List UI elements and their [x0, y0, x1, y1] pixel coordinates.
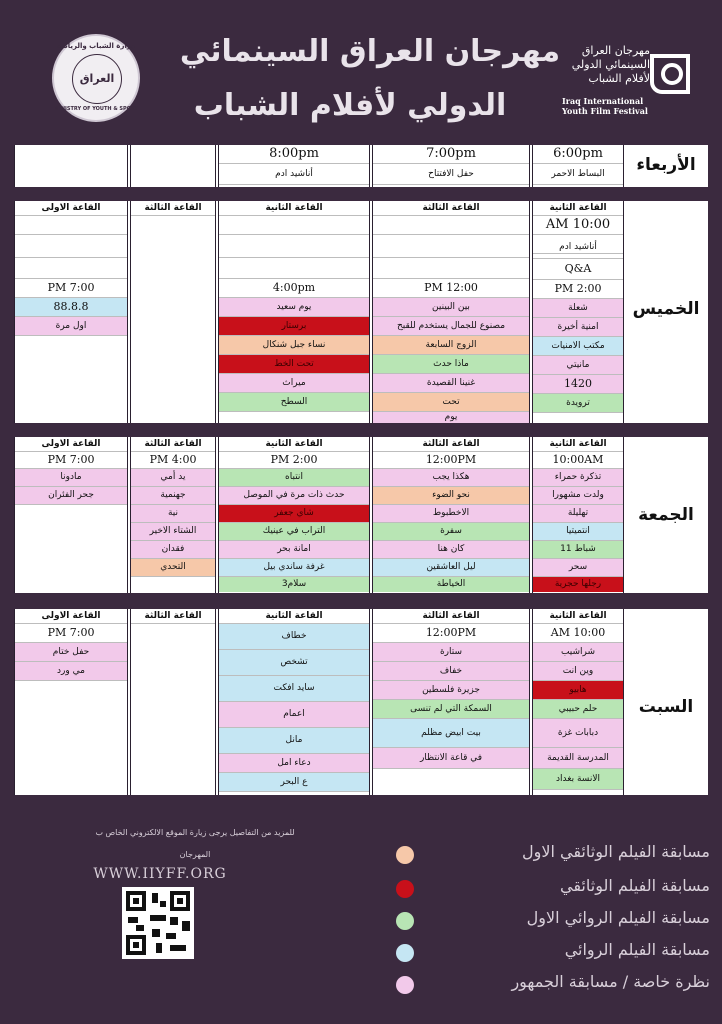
thu-c1-row: أناشيد ادم	[533, 236, 623, 259]
legend-dot	[396, 880, 414, 898]
fri-c2-row: كان هنا	[373, 541, 529, 559]
thu-c3-row: ميراث	[219, 374, 369, 393]
sat-c2-row: السمكة التي لم تنسى	[373, 700, 529, 719]
fri-c2-row: ليل العاشقين	[373, 559, 529, 577]
legend-label: مسابقة الفيلم الروائي الاول	[526, 908, 710, 927]
thu-c2-row	[373, 235, 529, 258]
thu-c2-row: تحت	[373, 393, 529, 412]
fri-c3-row: حدث ذات مرة في الموصل	[219, 487, 369, 505]
sat-c2-time: 12:00PM	[373, 624, 529, 643]
thu-c5-row	[15, 258, 127, 279]
fri-c4-row: التحدي	[131, 559, 215, 577]
thu-c3-row: السطح	[219, 393, 369, 412]
website-link[interactable]: WWW.IIYFF.ORG	[93, 866, 227, 882]
thu-c2-row: غنينا القصيدة	[373, 374, 529, 393]
thu-c5-header: القاعة الاولى	[15, 201, 127, 216]
thu-col-4	[130, 201, 216, 423]
thu-c1-row: 1420	[533, 375, 623, 394]
thu-c2-row: الزوج السابعة	[373, 336, 529, 355]
wed-time-3: 8:00pm	[219, 145, 369, 164]
wed-event-2: حفل الافتتاح	[373, 164, 529, 185]
fri-c4-row: فقدان	[131, 541, 215, 559]
qr-code	[122, 887, 194, 959]
fri-c3-row: امانة بحر	[219, 541, 369, 559]
legend-item-feature	[380, 940, 710, 970]
thu-c1-row: شعلة	[533, 299, 623, 318]
thu-c1-row: ترويدة	[533, 394, 623, 413]
header	[0, 0, 722, 140]
wed-col-5	[14, 145, 128, 187]
fri-col-2	[372, 437, 530, 593]
fri-c2-time: 12:00PM	[373, 452, 529, 469]
sat-c1-time: 10:00 AM	[533, 624, 623, 643]
sat-col-4	[130, 609, 216, 795]
sat-c1-row: المدرسة القديمة	[533, 748, 623, 769]
fri-c1-row: ولدت مشهورا	[533, 487, 623, 505]
thu-c3-row	[219, 216, 369, 235]
fri-c2-row: هكذا يجب	[373, 469, 529, 487]
thu-col-1	[532, 201, 624, 423]
sat-c5-row: حفل ختام	[15, 643, 127, 662]
thu-c2-row: مصنوع للجمال يستخدم للقبح	[373, 317, 529, 336]
thu-c5-row: اول مرة	[15, 317, 127, 336]
festival-logo-english: Iraq International Youth Film Festival	[562, 96, 648, 116]
fri-c4-time: 4:00 PM	[131, 452, 215, 469]
more-info-text: للمزيد من التفاصيل يرجى زيارة الموقع الالكتروني الخاص ب	[95, 828, 295, 837]
thu-c3-row: برستار	[219, 317, 369, 336]
sat-c1-row: الانسة بغداد	[533, 769, 623, 790]
wed-event-1: البساط الاحمر	[533, 164, 623, 185]
thu-c1-row: مانيتي	[533, 356, 623, 375]
thu-c3-time: 4:00pm	[219, 279, 369, 298]
fri-c5-row: جحر الفئران	[15, 487, 127, 505]
thu-c3-row	[219, 235, 369, 258]
legend-item-documentary	[380, 876, 710, 906]
sat-c5-header: القاعة الاولى	[15, 609, 127, 624]
legend-item-special-view	[380, 972, 710, 1002]
thu-c2-row: بين البينين	[373, 298, 529, 317]
fri-c1-row: تهليلة	[533, 505, 623, 523]
sat-c2-row: خفاف	[373, 662, 529, 681]
sat-c3-row: تشخص	[219, 650, 369, 676]
more-info-text-2: المهرجان	[179, 850, 211, 859]
fri-c5-header: القاعة الاولى	[15, 437, 127, 452]
sat-col-1	[532, 609, 624, 795]
sat-c1-row: دبابات غزة	[533, 719, 623, 748]
fri-c3-row: غرفة ساندي بيل	[219, 559, 369, 577]
thu-c3-row	[219, 258, 369, 279]
sat-c3-row: خطاف	[219, 624, 369, 650]
wed-time-2: 7:00pm	[373, 145, 529, 164]
day-friday	[14, 437, 708, 593]
wed-col-3	[218, 145, 370, 187]
fri-c1-header: القاعة الثانية	[533, 437, 623, 452]
fri-c1-row: شباط 11	[533, 541, 623, 559]
fri-col-3	[218, 437, 370, 593]
thu-c1-header: القاعة الثانية	[533, 201, 623, 216]
fri-col-4	[130, 437, 216, 593]
thu-c2-row	[373, 258, 529, 279]
legend-item-first-feature	[380, 908, 710, 938]
sat-c2-row: بيت ابيض مظلم	[373, 719, 529, 748]
thu-c3-row: تحت الخط	[219, 355, 369, 374]
day-label-saturday: السبت	[638, 697, 694, 717]
sat-col-3	[218, 609, 370, 795]
fri-c4-row: جهنمية	[131, 487, 215, 505]
fri-c5-row: مادونا	[15, 469, 127, 487]
thu-c5-row: 88.8.8	[15, 298, 127, 317]
fri-c4-row: الشتاء الاخير	[131, 523, 215, 541]
wed-col-4	[130, 145, 216, 187]
day-thursday	[14, 201, 708, 423]
fri-c2-row: سفرة	[373, 523, 529, 541]
fri-c4-header: القاعة الثالثة	[131, 437, 215, 452]
fri-c1-row: رجلها حجرية	[533, 577, 623, 592]
sat-c5-row: مي ورد	[15, 662, 127, 681]
thu-c1-row: مكتب الامنيات	[533, 337, 623, 356]
thu-c5-row	[15, 216, 127, 235]
fri-c3-header: القاعة الثانية	[219, 437, 369, 452]
thu-c5-time: 7:00 PM	[15, 279, 127, 298]
festival-logo	[562, 38, 692, 128]
ministry-seal	[52, 34, 140, 122]
fri-c3-row: شاي جعفر	[219, 505, 369, 523]
fri-c2-row: نحو الضوء	[373, 487, 529, 505]
sat-c2-row: ستارة	[373, 643, 529, 662]
sat-col-5	[14, 609, 128, 795]
thu-col-5	[14, 201, 128, 423]
sat-c2-row: جزيرة فلسطين	[373, 681, 529, 700]
thu-c2-time: 12:00 PM	[373, 279, 529, 298]
festival-title-line1: مهرجان العراق السينمائي	[179, 34, 561, 69]
legend-dot	[396, 944, 414, 962]
sat-c2-row: في قاعة الانتظار	[373, 748, 529, 769]
fri-c3-row: التراب في عينيك	[219, 523, 369, 541]
fri-c4-row: نية	[131, 505, 215, 523]
fri-c1-row: انتميتيا	[533, 523, 623, 541]
sat-c1-row: وين انت	[533, 662, 623, 681]
festival-logo-icon	[648, 52, 692, 96]
wed-col-2	[372, 145, 530, 187]
sat-c4-header: القاعة الثالثة	[131, 609, 215, 624]
sat-c3-row: ع البحر	[219, 773, 369, 792]
fri-col-5	[14, 437, 128, 593]
legend-item-first-documentary	[380, 842, 710, 872]
sat-c2-header: القاعة الثالثة	[373, 609, 529, 624]
sat-c3-row: مانل	[219, 728, 369, 754]
thu-c3-row: يوم سعيد	[219, 298, 369, 317]
fri-c3-row: سلام3	[219, 577, 369, 592]
fri-c2-row: الخياطة	[373, 577, 529, 592]
legend-label: مسابقة الفيلم الروائي	[564, 940, 710, 959]
thu-c2-header: القاعة الثالثة	[373, 201, 529, 216]
fri-c3-row: انتباه	[219, 469, 369, 487]
ministry-seal-top: وزارة الشباب والرياضة	[56, 42, 136, 50]
wed-col-1	[532, 145, 624, 187]
legend-label: مسابقة الفيلم الوثائقي الاول	[521, 842, 710, 861]
legend-dot	[396, 912, 414, 930]
thu-c2-row: يوم	[373, 412, 529, 423]
fri-c3-time: 2:00 PM	[219, 452, 369, 469]
day-label-friday: الجمعة	[638, 505, 694, 525]
fri-c2-header: القاعة الثالثة	[373, 437, 529, 452]
fri-c1-row: تذكرة حمراء	[533, 469, 623, 487]
thu-c4-header: القاعة الثالثة	[131, 201, 215, 216]
wed-event-3: أناشيد ادم	[219, 164, 369, 185]
sat-c1-header: القاعة الثانية	[533, 609, 623, 624]
thu-c3-row: نساء جبل شنكال	[219, 336, 369, 355]
thu-col-3	[218, 201, 370, 423]
sat-c1-row: هابيو	[533, 681, 623, 700]
legend-label: مسابقة الفيلم الوثائقي	[560, 876, 710, 895]
fri-col-1	[532, 437, 624, 593]
fri-c2-row: الاخطبوط	[373, 505, 529, 523]
fri-c4-row: يد أمي	[131, 469, 215, 487]
thu-c1-time: 10:00 AM	[533, 216, 623, 235]
thu-c2-row	[373, 216, 529, 235]
sat-c3-header: القاعة الثانية	[219, 609, 369, 624]
day-wednesday	[14, 145, 708, 187]
wed-time-1: 6:00pm	[533, 145, 623, 164]
thu-col-2	[372, 201, 530, 423]
day-saturday	[14, 609, 708, 795]
thu-c1-row: امنية أخيرة	[533, 318, 623, 337]
sat-c5-time: 7:00 PM	[15, 624, 127, 643]
sat-col-2	[372, 609, 530, 795]
fri-c1-row: سحر	[533, 559, 623, 577]
legend-dot	[396, 976, 414, 994]
sat-c1-row: حلم حبيبي	[533, 700, 623, 719]
sat-c3-row: دعاء امل	[219, 754, 369, 773]
thu-c1-row: Q&A	[533, 259, 623, 280]
ministry-seal-bottom: MINISTRY OF YOUTH & SPORT	[54, 106, 138, 112]
sat-c3-row: سايد افكت	[219, 676, 369, 702]
thu-c3-header: القاعة الثانية	[219, 201, 369, 216]
sat-c3-row: اعمام	[219, 702, 369, 728]
festival-logo-arabic: مهرجان العراق السينمائي الدولي لأفلام الشباب	[571, 44, 650, 85]
fri-c5-time: 7:00 PM	[15, 452, 127, 469]
sat-c1-row: شراشيب	[533, 643, 623, 662]
thu-c5-row	[15, 235, 127, 258]
ministry-seal-center: العراق	[72, 54, 122, 104]
day-label-wednesday: الأربعاء	[636, 155, 696, 175]
legend-dot	[396, 846, 414, 864]
fri-c1-time: 10:00AM	[533, 452, 623, 469]
festival-title-line2: الدولي لأفلام الشباب	[193, 88, 507, 123]
thu-c2-row: ماذا حدث	[373, 355, 529, 374]
legend-label: نظرة خاصة / مسابقة الجمهور	[511, 972, 710, 991]
thu-c1-row: 2:00 PM	[533, 280, 623, 299]
day-label-thursday: الخميس	[632, 299, 700, 319]
